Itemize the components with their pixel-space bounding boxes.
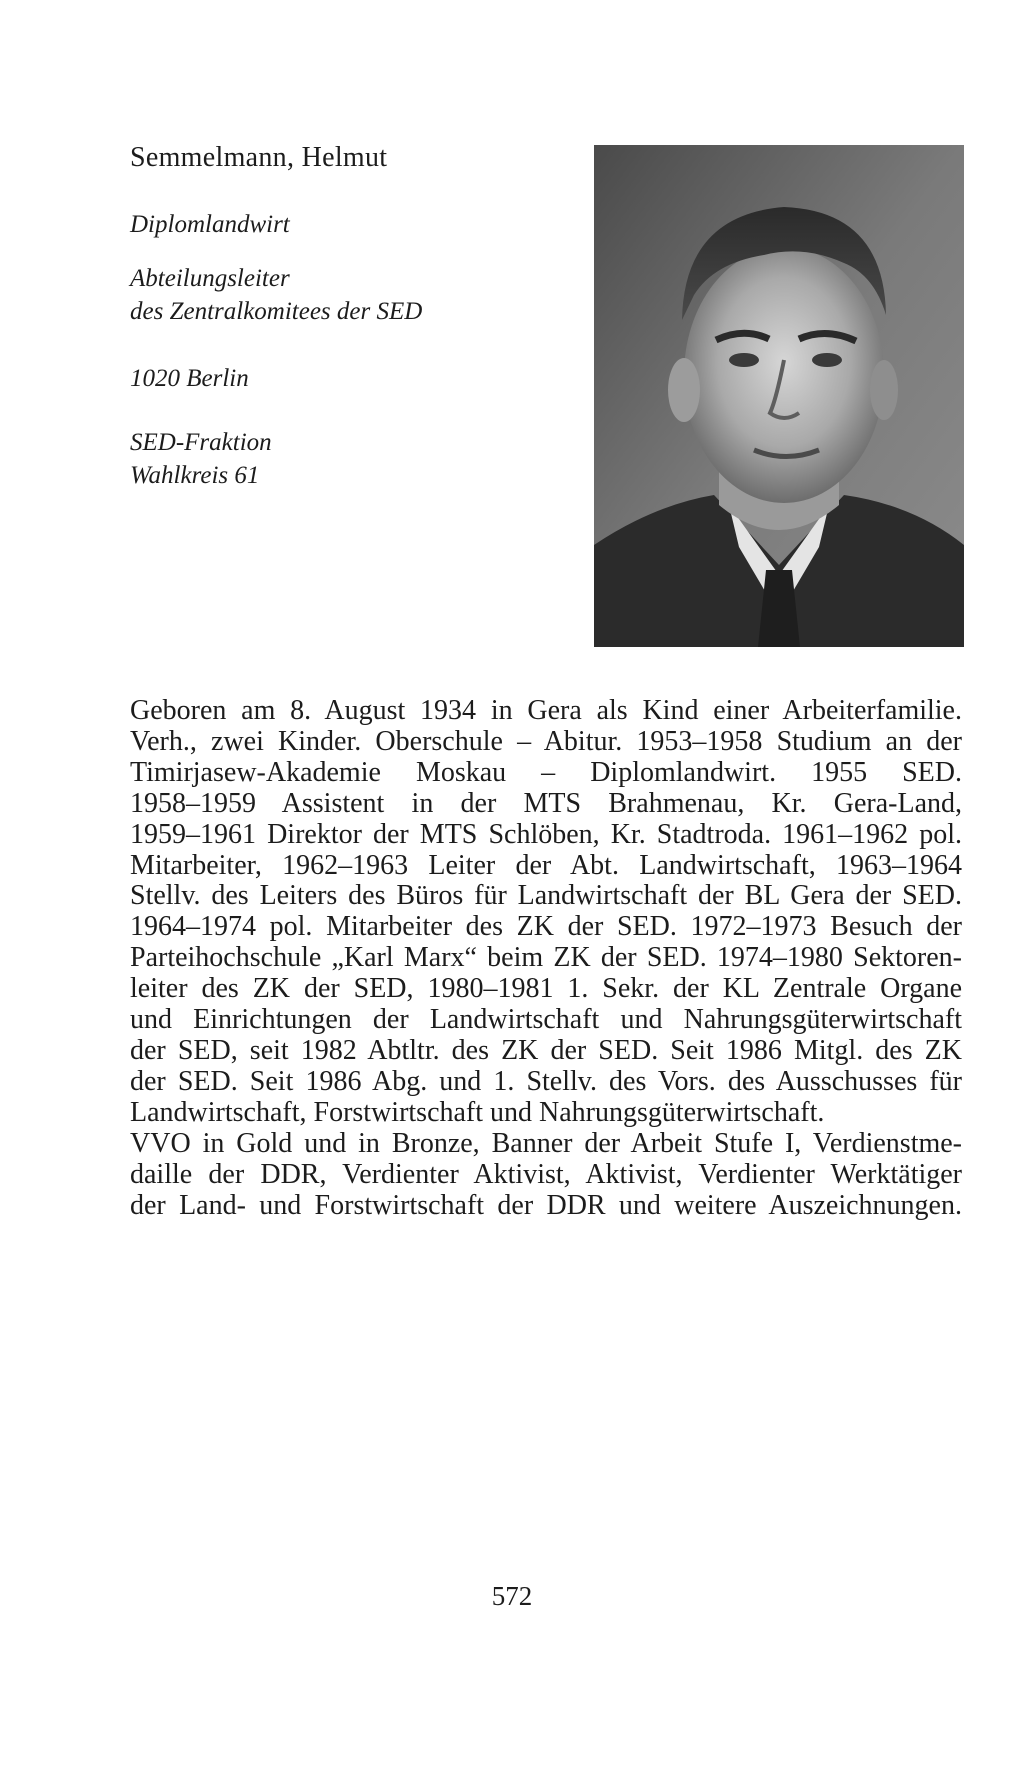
faction: SED-Fraktion — [130, 429, 272, 456]
bio-line: Parteihochschule „Karl Marx“ beim ZK der SED. 1974–1980 Sektoren- — [130, 942, 962, 974]
biography — [130, 696, 962, 1221]
degree: Diplomlandwirt — [130, 211, 290, 238]
bio-line: Stellv. des Leiters des Büros für Landwirtschaft der BL Gera der SED. — [130, 880, 962, 912]
bio-line: Mitarbeiter, 1962–1963 Leiter der Abt. Landwirtschaft, 1963–1964 — [130, 849, 962, 881]
bio-line: Landwirtschaft, Forstwirtschaft und Nahrungsgüterwirtschaft. — [130, 1096, 825, 1128]
bio-line: Timirjasew-Akademie Moskau – Diplomlandwirt. 1955 SED. — [130, 756, 962, 788]
constituency: Wahlkreis 61 — [130, 462, 260, 489]
bio-line: der SED, seit 1982 Abtltr. des ZK der SED. Seit 1986 Mitgl. des ZK — [130, 1034, 962, 1066]
bio-line: Geboren am 8. August 1934 in Gera als Kind einer Arbeiterfamilie. — [130, 695, 962, 726]
bio-line: der SED. Seit 1986 Abg. und 1. Stellv. des Vors. des Ausschusses für — [130, 1065, 962, 1097]
position-block — [130, 262, 422, 328]
portrait-photo — [594, 145, 964, 647]
bio-line: leiter des ZK der SED, 1980–1981 1. Sekr. der KL Zentrale Organe — [130, 973, 962, 1005]
location: 1020 Berlin — [130, 365, 249, 392]
position-line-1: Abteilungsleiter — [130, 265, 290, 292]
bio-line: Verh., zwei Kinder. Oberschule – Abitur. 1953–1958 Studium an der — [130, 725, 962, 757]
position-line-2: des Zentralkomitees der SED — [130, 298, 423, 325]
person-name: Semmelmann, Helmut — [130, 142, 388, 173]
location-block — [130, 362, 249, 395]
bio-line: VVO in Gold und in Bronze, Banner der Arbeit Stufe I, Verdienstme- — [130, 1127, 962, 1159]
bio-line: 1964–1974 pol. Mitarbeiter des ZK der SED. 1972–1973 Besuch der — [130, 911, 962, 943]
bio-line: der Land- und Forstwirtschaft der DDR und weitere Auszeichnungen. — [130, 1189, 962, 1221]
degree-block — [130, 208, 290, 241]
bio-line: 1958–1959 Assistent in der MTS Brahmenau, Kr. Gera-Land, — [130, 787, 962, 819]
bio-line: 1959–1961 Direktor der MTS Schlöben, Kr. Stadtroda. 1961–1962 pol. — [130, 818, 962, 850]
bio-line: und Einrichtungen der Landwirtschaft und Nahrungsgüterwirtschaft — [130, 1004, 962, 1036]
page-number: 572 — [491, 1581, 533, 1611]
bio-line: daille der DDR, Verdienter Aktivist, Aktivist, Verdienter Werktätiger — [130, 1158, 962, 1190]
faction-block — [130, 426, 272, 492]
